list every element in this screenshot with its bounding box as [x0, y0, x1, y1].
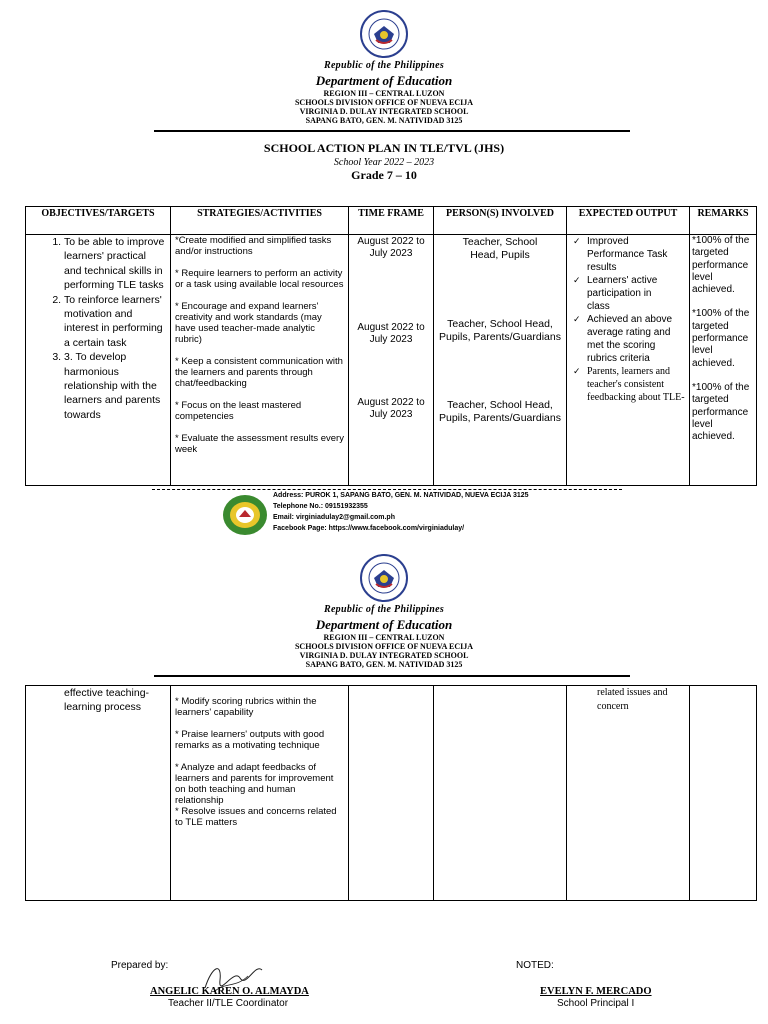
checkmark-icon: ✓ — [573, 366, 581, 376]
remark-item: *100% of the targeted performance level achieved. — [692, 235, 750, 296]
persons-item: Teacher, School Head, Pupils, Parents/Guardians — [439, 399, 561, 424]
strategy-item: * Keep a consistent communication with the learners and parents through chat/feedbacking — [175, 356, 343, 389]
col-output: EXPECTED OUTPUT — [567, 207, 690, 235]
school-text: VIRGINIA D. DULAY INTEGRATED SCHOOL — [299, 107, 469, 116]
strategy-item: * Modify scoring rubrics within the learners' capability — [175, 696, 317, 718]
remarks-cell — [690, 235, 757, 486]
col-objectives: OBJECTIVES/TARGETS — [26, 207, 171, 235]
footer-address: Address: PUROK 1, SAPANG BATO, GEN. M. NATIVIDAD, NUEVA ECIJA 3125 — [273, 492, 529, 499]
col-remarks: REMARKS — [690, 207, 757, 235]
deped-seal-icon — [360, 10, 408, 58]
region-text: REGION III – CENTRAL LUZON — [323, 633, 445, 642]
output-item: ✓ Achieved an above average rating and met the scoring rubrics criteria — [573, 314, 673, 364]
remarks-cell — [690, 686, 757, 901]
document-title — [0, 141, 768, 183]
footer-telephone: Telephone No.: 09151932355 — [273, 503, 368, 510]
letterhead-second-page — [0, 604, 768, 669]
strategy-item: * Focus on the least mastered competencies — [175, 400, 302, 422]
republic-text: Republic of the Philippines — [323, 60, 445, 71]
strategy-item: * Require learners to perform an activity or a task using available local resources — [175, 268, 344, 290]
prepared-by-role: Teacher II/TLE Coordinator — [168, 998, 289, 1009]
objective-item: 2. To reinforce learners' motivation and interest in performing a certain task — [64, 293, 166, 351]
time-frame-item: August 2022 to July 2023 — [357, 236, 425, 259]
objective-item: 3. 3. To develop harmonious relationship with the learners and parents towards — [64, 350, 166, 422]
department-text: Department of Education — [315, 617, 453, 632]
time-frame-item: August 2022 to July 2023 — [357, 322, 425, 345]
col-strategies: STRATEGIES/ACTIVITIES — [171, 207, 349, 235]
time-frame-item: August 2022 to July 2023 — [357, 397, 425, 420]
objectives-cell — [26, 235, 171, 486]
objective-continued: effective teaching-learning process — [64, 687, 150, 713]
noted-label: NOTED: — [516, 960, 554, 971]
remark-item: *100% of the targeted performance level achieved. — [692, 381, 750, 443]
plan-title: SCHOOL ACTION PLAN IN TLE/TVL (JHS) — [263, 141, 505, 155]
strategy-item: * Analyze and adapt feedbacks of learners and parents for improvement on both teaching and human relationship — [175, 762, 334, 806]
remark-item: *100% of the targeted performance level achieved. — [692, 308, 750, 369]
region-text: REGION III – CENTRAL LUZON — [323, 89, 445, 98]
strategy-item: *Create modified and simplified tasks and/or instructions — [175, 235, 332, 257]
noted-by-role: School Principal I — [557, 998, 635, 1009]
table-row — [26, 686, 757, 901]
output-item: ✓ Parents, learners and teacher's consistent feedbacking about TLE- — [573, 366, 685, 403]
action-plan-table-continued — [25, 685, 757, 901]
output-item: ✓ Improved Performance Task results — [573, 236, 668, 273]
persons-cell — [434, 686, 567, 901]
output-item: ✓ Learners' active participation in class — [573, 275, 658, 312]
header-rule — [154, 130, 630, 132]
col-persons: PERSON(S) INVOLVED — [434, 207, 567, 235]
table-row — [26, 235, 757, 486]
action-plan-table — [25, 206, 757, 486]
noted-by-name: EVELYN F. MERCADO — [540, 986, 652, 997]
prepared-by-name: ANGELIC KAREN O. ALMAYDA — [150, 986, 309, 997]
republic-text: Republic of the Philippines — [323, 604, 445, 615]
school-address-text: SAPANG BATO, GEN. M. NATIVIDAD 3125 — [305, 116, 463, 125]
output-continued: related issues and concern — [597, 687, 668, 712]
persons-item: Teacher, School Head, Pupils, Parents/Guardians — [439, 318, 561, 343]
strategy-item: * Evaluate the assessment results every week — [175, 433, 344, 455]
persons-item: Teacher, School Head, Pupils — [462, 236, 538, 261]
footer-facebook[interactable]: Facebook Page: https://www.facebook.com/virginiadulay/ — [273, 525, 465, 532]
objectives-cell — [26, 686, 171, 901]
objectives-list — [26, 235, 170, 422]
school-address-text: SAPANG BATO, GEN. M. NATIVIDAD 3125 — [305, 660, 463, 669]
school-logo-icon — [222, 494, 268, 536]
strategies-cell — [171, 235, 349, 486]
output-cell — [567, 235, 690, 486]
checkmark-icon: ✓ — [573, 275, 581, 285]
strategy-item: * Encourage and expand learners' creativity and work standards (may have used teacher-made analytic rubric) — [175, 301, 322, 345]
objective-item: 1. To be able to improve learners' practical and technical skills in performing TLE tasks — [64, 235, 166, 293]
strategy-item: * Resolve issues and concerns related to TLE matters — [175, 806, 337, 828]
header-rule — [154, 675, 630, 677]
checkmark-icon: ✓ — [573, 314, 581, 324]
strategy-item: * Praise learners' outputs with good remarks as a motivating technique — [175, 729, 325, 751]
strategies-cell — [171, 686, 349, 901]
table-header-row — [26, 207, 757, 235]
grade-level: Grade 7 – 10 — [351, 168, 417, 182]
checkmark-icon: ✓ — [573, 236, 581, 246]
time-frame-cell — [349, 235, 434, 486]
division-text: SCHOOLS DIVISION OFFICE OF NUEVA ECIJA — [294, 642, 474, 651]
footer-contact — [273, 490, 529, 534]
output-cell — [567, 686, 690, 901]
school-year: School Year 2022 – 2023 — [333, 157, 435, 168]
division-text: SCHOOLS DIVISION OFFICE OF NUEVA ECIJA — [294, 98, 474, 107]
footer-email[interactable]: Email: virginiadulay2@gmail.com.ph — [273, 514, 395, 521]
time-frame-cell — [349, 686, 434, 901]
letterhead-top — [0, 60, 768, 125]
prepared-by-label: Prepared by: — [111, 960, 169, 971]
output-list — [567, 235, 689, 404]
department-text: Department of Education — [315, 73, 453, 88]
persons-cell — [434, 235, 567, 486]
school-text: VIRGINIA D. DULAY INTEGRATED SCHOOL — [299, 651, 469, 660]
deped-seal-icon — [360, 554, 408, 602]
col-time-frame: TIME FRAME — [349, 207, 434, 235]
